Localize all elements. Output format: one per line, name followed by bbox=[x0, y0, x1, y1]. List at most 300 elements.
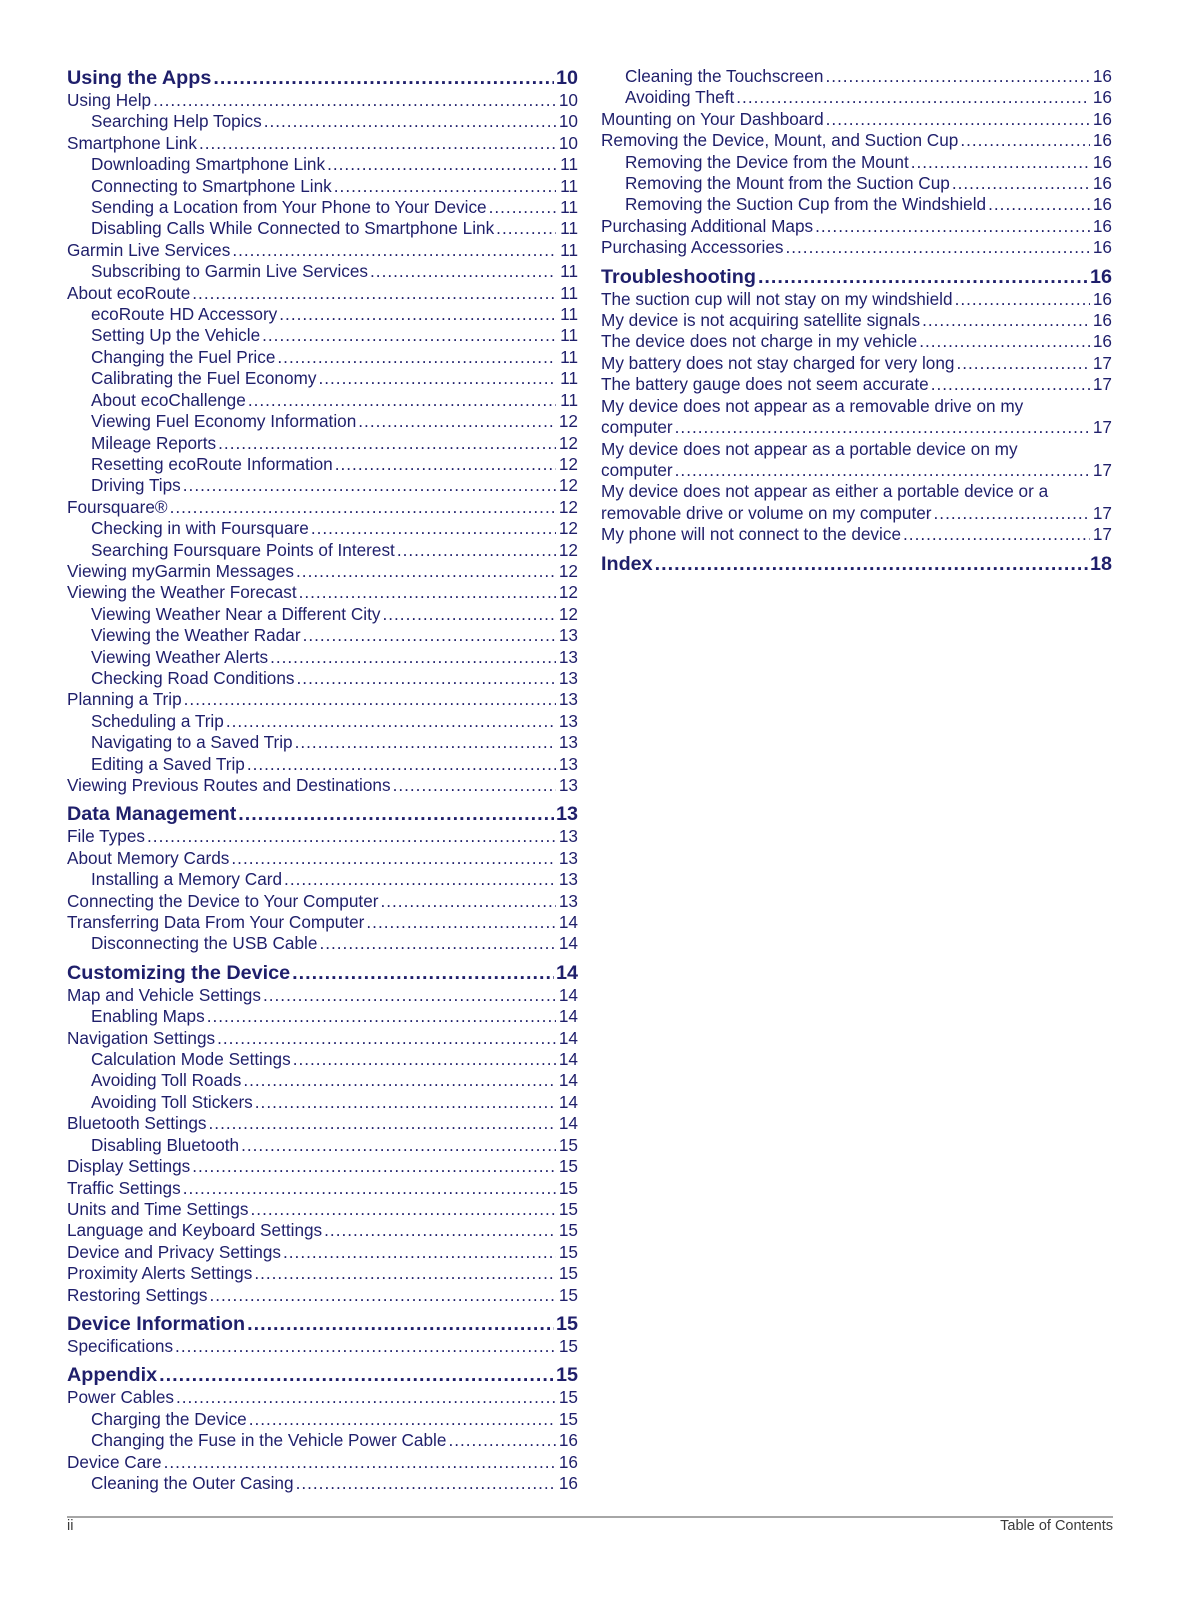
toc-entry-title: Resetting ecoRoute Information bbox=[91, 453, 333, 474]
toc-section-heading[interactable] bbox=[67, 66, 578, 90]
dot-leader bbox=[911, 152, 1090, 173]
dot-leader bbox=[297, 668, 556, 689]
toc-entry-page: 13 bbox=[558, 775, 578, 795]
dot-leader bbox=[496, 218, 556, 239]
dot-leader bbox=[176, 1387, 556, 1408]
toc-entry-title: Device and Privacy Settings bbox=[67, 1241, 281, 1262]
toc-entry[interactable] bbox=[67, 497, 578, 518]
toc-entry[interactable] bbox=[67, 325, 578, 346]
toc-entry-page: 13 bbox=[558, 732, 578, 753]
toc-entry-page: 11 bbox=[560, 175, 578, 196]
dot-leader bbox=[217, 1028, 556, 1049]
toc-entry-title: Traffic Settings bbox=[67, 1177, 181, 1198]
toc-entry[interactable] bbox=[67, 1430, 578, 1451]
toc-entry-title: Bluetooth Settings bbox=[67, 1113, 207, 1134]
toc-entry[interactable] bbox=[67, 1285, 578, 1306]
toc-entry[interactable] bbox=[67, 1452, 578, 1473]
toc-entry-page: 13 bbox=[558, 890, 578, 911]
toc-entry-title: Purchasing Additional Maps bbox=[601, 215, 814, 236]
toc-entry[interactable] bbox=[67, 689, 578, 710]
toc-entry-title: Mileage Reports bbox=[91, 432, 217, 453]
dot-leader bbox=[311, 518, 556, 539]
toc-entry-title: Searching Help Topics bbox=[91, 111, 262, 132]
dot-leader bbox=[955, 289, 1090, 310]
toc-entry-title: Customizing the Device bbox=[67, 961, 291, 984]
toc-entry-title: The suction cup will not stay on my windshield bbox=[601, 288, 953, 309]
toc-entry-page: 12 bbox=[558, 411, 578, 432]
toc-entry[interactable] bbox=[67, 912, 578, 933]
toc-entry[interactable] bbox=[67, 304, 578, 325]
dot-leader bbox=[279, 304, 556, 325]
toc-entry[interactable] bbox=[67, 826, 578, 847]
toc-entry[interactable] bbox=[67, 197, 578, 218]
toc-entry[interactable] bbox=[67, 1263, 578, 1284]
toc-entry[interactable] bbox=[67, 433, 578, 454]
dot-leader bbox=[785, 237, 1090, 258]
toc-entry-page: 13 bbox=[555, 803, 578, 826]
dot-leader bbox=[922, 310, 1090, 331]
dot-leader bbox=[825, 66, 1090, 87]
toc-entry-title: Removing the Device from the Mount bbox=[625, 151, 909, 172]
toc-entry[interactable] bbox=[601, 503, 1112, 524]
toc-entry-title: Restoring Settings bbox=[67, 1284, 208, 1305]
toc-entry[interactable] bbox=[67, 368, 578, 389]
toc-entry-title: Enabling Maps bbox=[91, 1006, 205, 1027]
toc-entry-title: Subscribing to Garmin Live Services bbox=[91, 261, 369, 282]
toc-entry[interactable] bbox=[601, 109, 1112, 130]
dot-leader bbox=[956, 353, 1090, 374]
toc-entry[interactable] bbox=[601, 353, 1112, 374]
toc-entry-page: 17 bbox=[1092, 352, 1112, 373]
toc-entry[interactable] bbox=[67, 283, 578, 304]
dot-leader bbox=[277, 347, 556, 368]
toc-entry-page: 13 bbox=[558, 826, 578, 847]
toc-entry-page: 16 bbox=[1092, 215, 1112, 236]
toc-entry-title: Index bbox=[601, 552, 653, 575]
toc-entry[interactable] bbox=[601, 374, 1112, 395]
dot-leader bbox=[675, 460, 1090, 481]
toc-entry-title: About ecoRoute bbox=[67, 282, 191, 303]
toc-entry-page: 10 bbox=[558, 132, 578, 153]
dot-leader bbox=[209, 1285, 556, 1306]
dot-leader bbox=[335, 454, 556, 475]
toc-right-column bbox=[601, 66, 1112, 576]
toc-entry-title: Garmin Live Services bbox=[67, 239, 231, 260]
dot-leader bbox=[815, 216, 1090, 237]
toc-entry-page: 15 bbox=[558, 1198, 578, 1219]
dot-leader bbox=[292, 961, 554, 985]
toc-entry[interactable] bbox=[67, 261, 578, 282]
toc-entry-title: Specifications bbox=[67, 1335, 174, 1356]
toc-entry[interactable] bbox=[67, 218, 578, 239]
toc-entry-title: Calculation Mode Settings bbox=[91, 1049, 291, 1070]
dot-leader bbox=[243, 1070, 556, 1091]
toc-entry-title: Changing the Fuse in the Vehicle Power Cable bbox=[91, 1430, 447, 1451]
toc-entry-page: 12 bbox=[558, 518, 578, 539]
toc-section-heading[interactable] bbox=[67, 1312, 578, 1336]
toc-entry-page: 14 bbox=[558, 1070, 578, 1091]
toc-entry-title: Using the Apps bbox=[67, 67, 212, 89]
toc-entry[interactable] bbox=[601, 66, 1112, 87]
toc-entry-title: Transferring Data From Your Computer bbox=[67, 912, 365, 933]
toc-entry[interactable] bbox=[67, 390, 578, 411]
toc-entry-page: 12 bbox=[558, 560, 578, 581]
dot-leader bbox=[207, 1006, 556, 1027]
toc-entry-page: 11 bbox=[560, 218, 578, 239]
toc-entry[interactable] bbox=[67, 518, 578, 539]
toc-entry-title: ecoRoute HD Accessory bbox=[91, 304, 278, 325]
toc-entry-title: Searching Foursquare Points of Interest bbox=[91, 539, 395, 560]
toc-entry-page: 16 bbox=[558, 1451, 578, 1472]
dot-leader bbox=[183, 1178, 556, 1199]
toc-entry-title: Device Care bbox=[67, 1451, 162, 1472]
toc-entry-page: 17 bbox=[1092, 502, 1112, 523]
toc-entry[interactable] bbox=[601, 417, 1112, 438]
toc-entry-title: File Types bbox=[67, 826, 146, 847]
dot-leader bbox=[170, 497, 556, 518]
dot-leader bbox=[231, 848, 556, 869]
dot-leader bbox=[270, 647, 556, 668]
dot-leader bbox=[226, 711, 556, 732]
toc-entry-title: Troubleshooting bbox=[601, 265, 756, 288]
toc-entry[interactable] bbox=[67, 1028, 578, 1049]
toc-entry-page: 16 bbox=[1092, 151, 1112, 172]
dot-leader bbox=[296, 1473, 556, 1494]
toc-entry[interactable] bbox=[67, 154, 578, 175]
toc-entry[interactable] bbox=[67, 90, 578, 111]
toc-entry[interactable] bbox=[601, 331, 1112, 352]
dot-leader bbox=[283, 1242, 556, 1263]
dot-leader bbox=[213, 66, 554, 90]
dot-leader bbox=[655, 552, 1088, 576]
dot-leader bbox=[299, 582, 556, 603]
toc-entry-title: Power Cables bbox=[67, 1387, 174, 1408]
toc-entry-title: My device is not acquiring satellite signals bbox=[601, 310, 921, 331]
toc-entry-title: Using Help bbox=[67, 90, 152, 110]
toc-entry[interactable] bbox=[67, 775, 578, 796]
toc-entry-page: 15 bbox=[558, 1156, 578, 1177]
toc-entry-title: About Memory Cards bbox=[67, 847, 230, 868]
dot-leader bbox=[380, 891, 556, 912]
toc-entry-page: 14 bbox=[558, 912, 578, 933]
toc-entry-title: My phone will not connect to the device bbox=[601, 524, 902, 545]
toc-entry[interactable] bbox=[67, 1006, 578, 1027]
dot-leader bbox=[183, 475, 556, 496]
dot-leader bbox=[370, 261, 556, 282]
toc-entry[interactable] bbox=[67, 625, 578, 646]
toc-entry-title: Map and Vehicle Settings bbox=[67, 984, 261, 1005]
toc-entry[interactable] bbox=[67, 561, 578, 582]
toc-entry-page: 17 bbox=[1092, 459, 1112, 480]
toc-entry-page: 16 bbox=[1092, 194, 1112, 215]
toc-entry-page: 11 bbox=[560, 368, 578, 389]
toc-section-heading[interactable] bbox=[601, 552, 1112, 576]
toc-entry-page: 18 bbox=[1089, 552, 1112, 575]
footer-page-number: ii bbox=[67, 1518, 74, 1534]
toc-entry[interactable] bbox=[67, 985, 578, 1006]
dot-leader bbox=[324, 1220, 556, 1241]
toc-entry[interactable] bbox=[67, 176, 578, 197]
toc-entry[interactable] bbox=[601, 289, 1112, 310]
dot-leader bbox=[675, 417, 1090, 438]
toc-entry-page: 14 bbox=[558, 1113, 578, 1134]
toc-entry[interactable] bbox=[67, 1113, 578, 1134]
toc-entry[interactable] bbox=[67, 1178, 578, 1199]
dot-leader bbox=[248, 390, 556, 411]
toc-entry[interactable] bbox=[67, 1336, 578, 1357]
toc-entry[interactable] bbox=[67, 475, 578, 496]
toc-entry[interactable] bbox=[67, 1409, 578, 1430]
toc-entry-page: 11 bbox=[560, 261, 578, 282]
toc-entry[interactable] bbox=[601, 524, 1112, 545]
toc-entry-wrapped-line[interactable]: My device does not appear as a removable drive on my bbox=[601, 395, 1024, 416]
toc-entry[interactable] bbox=[67, 933, 578, 954]
dot-leader bbox=[295, 732, 556, 753]
toc-entry-title: Foursquare® bbox=[67, 496, 168, 517]
toc-entry[interactable] bbox=[67, 1387, 578, 1408]
toc-entry[interactable] bbox=[67, 891, 578, 912]
toc-entry-page: 16 bbox=[1092, 288, 1112, 309]
toc-entry-title: Sending a Location from Your Phone to Your Device bbox=[91, 197, 487, 218]
toc-entry-page: 13 bbox=[558, 667, 578, 688]
toc-entry-page: 11 bbox=[560, 389, 578, 410]
toc-entry[interactable] bbox=[67, 240, 578, 261]
dot-leader bbox=[159, 1363, 554, 1387]
toc-section-heading[interactable] bbox=[601, 265, 1112, 289]
toc-entry-title: Smartphone Link bbox=[67, 132, 197, 153]
toc-entry-page: 16 bbox=[1092, 66, 1112, 86]
toc-entry-page: 15 bbox=[558, 1241, 578, 1262]
toc-entry-title: Display Settings bbox=[67, 1156, 191, 1177]
toc-entry-title: Viewing Weather Near a Different City bbox=[91, 603, 381, 624]
toc-entry-title: Viewing myGarmin Messages bbox=[67, 560, 295, 581]
toc-entry-title: Appendix bbox=[67, 1364, 158, 1387]
toc-entry[interactable] bbox=[601, 152, 1112, 173]
dot-leader bbox=[934, 503, 1090, 524]
dot-leader bbox=[238, 802, 554, 826]
dot-leader bbox=[241, 1135, 556, 1156]
dot-leader bbox=[736, 87, 1090, 108]
toc-entry-title: Viewing Weather Alerts bbox=[91, 646, 269, 667]
toc-entry[interactable] bbox=[67, 1049, 578, 1070]
dot-leader bbox=[952, 173, 1090, 194]
toc-entry-page: 13 bbox=[558, 646, 578, 667]
toc-entry-page: 13 bbox=[558, 710, 578, 731]
toc-entry[interactable] bbox=[601, 173, 1112, 194]
dot-leader bbox=[255, 1092, 556, 1113]
dot-leader bbox=[247, 754, 556, 775]
toc-entry[interactable] bbox=[67, 668, 578, 689]
toc-left-column bbox=[67, 66, 578, 1494]
toc-entry-page: 15 bbox=[558, 1335, 578, 1356]
dot-leader bbox=[397, 540, 556, 561]
toc-entry-page: 17 bbox=[1092, 374, 1112, 395]
dot-leader bbox=[318, 368, 556, 389]
toc-entry-page: 11 bbox=[560, 197, 578, 218]
toc-entry[interactable] bbox=[601, 460, 1112, 481]
dot-leader bbox=[448, 1430, 556, 1451]
toc-entry-title: Disabling Calls While Connected to Smartphone Link bbox=[91, 218, 495, 239]
toc-entry-page: 16 bbox=[1092, 130, 1112, 151]
toc-entry-title: About ecoChallenge bbox=[91, 389, 246, 410]
toc-entry-title: Viewing Fuel Economy Information bbox=[91, 411, 357, 432]
footer-section-title: Table of Contents bbox=[1000, 1518, 1113, 1534]
toc-entry-title: Avoiding Toll Roads bbox=[91, 1070, 242, 1091]
toc-entry-page: 12 bbox=[558, 432, 578, 453]
toc-entry-page: 15 bbox=[558, 1220, 578, 1241]
toc-entry-title: Removing the Suction Cup from the Windshield bbox=[625, 194, 987, 215]
dot-leader bbox=[199, 133, 556, 154]
toc-entry-page: 11 bbox=[560, 325, 578, 346]
dot-leader bbox=[164, 1452, 556, 1473]
dot-leader bbox=[931, 374, 1090, 395]
toc-entry[interactable] bbox=[601, 194, 1112, 215]
dot-leader bbox=[264, 111, 556, 132]
dot-leader bbox=[919, 331, 1090, 352]
toc-entry[interactable] bbox=[67, 1199, 578, 1220]
toc-entry[interactable] bbox=[601, 216, 1112, 237]
toc-entry-title: Mounting on Your Dashboard bbox=[601, 108, 824, 129]
toc-entry-title: Avoiding Theft bbox=[625, 87, 735, 108]
toc-entry[interactable] bbox=[601, 310, 1112, 331]
toc-entry-page: 13 bbox=[558, 625, 578, 646]
toc-entry-title: Navigating to a Saved Trip bbox=[91, 732, 293, 753]
toc-entry[interactable] bbox=[601, 87, 1112, 108]
toc-entry[interactable] bbox=[601, 130, 1112, 151]
toc-entry-page: 13 bbox=[558, 847, 578, 868]
toc-entry-wrapped-line[interactable]: My device does not appear as either a portable device or a bbox=[601, 481, 1049, 502]
toc-entry[interactable] bbox=[67, 754, 578, 775]
toc-entry-page: 11 bbox=[560, 154, 578, 175]
toc-entry[interactable] bbox=[67, 647, 578, 668]
toc-entry-page: 15 bbox=[558, 1408, 578, 1429]
dot-leader bbox=[358, 411, 556, 432]
toc-entry-page: 14 bbox=[555, 961, 578, 984]
toc-entry-page: 11 bbox=[560, 304, 578, 325]
dot-leader bbox=[319, 933, 556, 954]
toc-entry-title: Viewing Previous Routes and Destinations bbox=[67, 775, 391, 795]
toc-entry[interactable] bbox=[67, 1473, 578, 1494]
dot-leader bbox=[251, 1199, 556, 1220]
toc-entry-page: 13 bbox=[558, 869, 578, 890]
dot-leader bbox=[254, 1263, 556, 1284]
toc-entry-title: Driving Tips bbox=[91, 475, 181, 496]
toc-entry[interactable] bbox=[67, 111, 578, 132]
dot-leader bbox=[296, 561, 556, 582]
toc-entry-page: 14 bbox=[558, 1027, 578, 1048]
toc-entry-page: 16 bbox=[1092, 108, 1112, 129]
toc-entry[interactable] bbox=[67, 411, 578, 432]
toc-entry[interactable] bbox=[67, 711, 578, 732]
toc-entry-wrapped-line[interactable]: My device does not appear as a portable device on my bbox=[601, 438, 1018, 459]
dot-leader bbox=[393, 775, 556, 796]
toc-entry-page: 11 bbox=[560, 346, 578, 367]
toc-section-heading[interactable] bbox=[67, 961, 578, 985]
toc-section-heading[interactable] bbox=[67, 1363, 578, 1387]
toc-entry-title: Scheduling a Trip bbox=[91, 710, 224, 731]
dot-leader bbox=[249, 1409, 556, 1430]
toc-entry-page: 11 bbox=[560, 282, 578, 303]
dot-leader bbox=[247, 1312, 554, 1336]
dot-leader bbox=[826, 109, 1090, 130]
toc-entry-page: 16 bbox=[558, 1472, 578, 1493]
dot-leader bbox=[175, 1336, 556, 1357]
toc-entry-page: 14 bbox=[558, 984, 578, 1005]
toc-entry-page: 16 bbox=[1092, 310, 1112, 331]
toc-entry-page: 13 bbox=[558, 753, 578, 774]
toc-entry-title: Planning a Trip bbox=[67, 689, 182, 710]
toc-entry-title: Removing the Mount from the Suction Cup bbox=[625, 173, 950, 194]
toc-entry[interactable] bbox=[67, 1156, 578, 1177]
toc-entry-page: 12 bbox=[558, 582, 578, 603]
toc-entry-page: 15 bbox=[555, 1312, 578, 1335]
toc-entry-page: 15 bbox=[558, 1177, 578, 1198]
dot-leader bbox=[758, 265, 1088, 289]
toc-entry[interactable] bbox=[67, 347, 578, 368]
toc-entry-page: 14 bbox=[558, 933, 578, 954]
toc-entry-title: Changing the Fuel Price bbox=[91, 346, 276, 367]
dot-leader bbox=[327, 154, 556, 175]
toc-entry-page: 12 bbox=[558, 603, 578, 624]
toc-entry[interactable] bbox=[67, 454, 578, 475]
toc-entry-title: Calibrating the Fuel Economy bbox=[91, 368, 317, 389]
toc-entry[interactable] bbox=[67, 1070, 578, 1091]
toc-entry[interactable] bbox=[67, 1135, 578, 1156]
toc-entry-title: Proximity Alerts Settings bbox=[67, 1263, 253, 1284]
toc-entry-page: 16 bbox=[558, 1430, 578, 1451]
toc-entry[interactable] bbox=[67, 1092, 578, 1113]
dot-leader bbox=[184, 689, 556, 710]
toc-entry-title: Checking Road Conditions bbox=[91, 667, 295, 688]
toc-entry-title: Downloading Smartphone Link bbox=[91, 154, 326, 175]
toc-entry-page: 10 bbox=[555, 67, 578, 89]
toc-entry[interactable] bbox=[67, 1220, 578, 1241]
dot-leader bbox=[232, 240, 556, 261]
toc-entry-page: 11 bbox=[560, 239, 578, 260]
toc-entry-title: Viewing the Weather Forecast bbox=[67, 582, 297, 603]
toc-section-heading[interactable] bbox=[67, 802, 578, 826]
toc-entry-page: 12 bbox=[558, 539, 578, 560]
dot-leader bbox=[192, 1156, 556, 1177]
toc-entry-title: computer bbox=[601, 459, 673, 480]
toc-entry[interactable] bbox=[67, 869, 578, 890]
toc-entry-page: 12 bbox=[558, 453, 578, 474]
toc-entry-page: 17 bbox=[1092, 524, 1112, 545]
toc-entry[interactable] bbox=[601, 237, 1112, 258]
toc-entry-page: 16 bbox=[1092, 173, 1112, 194]
toc-entry-title: Charging the Device bbox=[91, 1408, 247, 1429]
toc-entry-title: Disconnecting the USB Cable bbox=[91, 933, 318, 954]
toc-entry[interactable] bbox=[67, 1242, 578, 1263]
toc-entry-title: The device does not charge in my vehicle bbox=[601, 331, 918, 352]
toc-entry-title: Connecting the Device to Your Computer bbox=[67, 890, 379, 911]
toc-entry-title: Language and Keyboard Settings bbox=[67, 1220, 323, 1241]
dot-leader bbox=[303, 625, 556, 646]
dot-leader bbox=[366, 912, 556, 933]
toc-entry[interactable] bbox=[67, 604, 578, 625]
toc-entry-page: 15 bbox=[558, 1387, 578, 1408]
toc-entry[interactable] bbox=[67, 133, 578, 154]
toc-entry-page: 12 bbox=[558, 496, 578, 517]
toc-entry[interactable] bbox=[67, 848, 578, 869]
toc-entry[interactable] bbox=[67, 582, 578, 603]
toc-entry[interactable] bbox=[67, 540, 578, 561]
toc-entry-title: Data Management bbox=[67, 803, 237, 826]
toc-entry[interactable] bbox=[67, 732, 578, 753]
toc-entry-page: 14 bbox=[558, 1006, 578, 1027]
toc-entry-title: Cleaning the Outer Casing bbox=[91, 1472, 294, 1493]
toc-entry-page: 16 bbox=[1092, 331, 1112, 352]
